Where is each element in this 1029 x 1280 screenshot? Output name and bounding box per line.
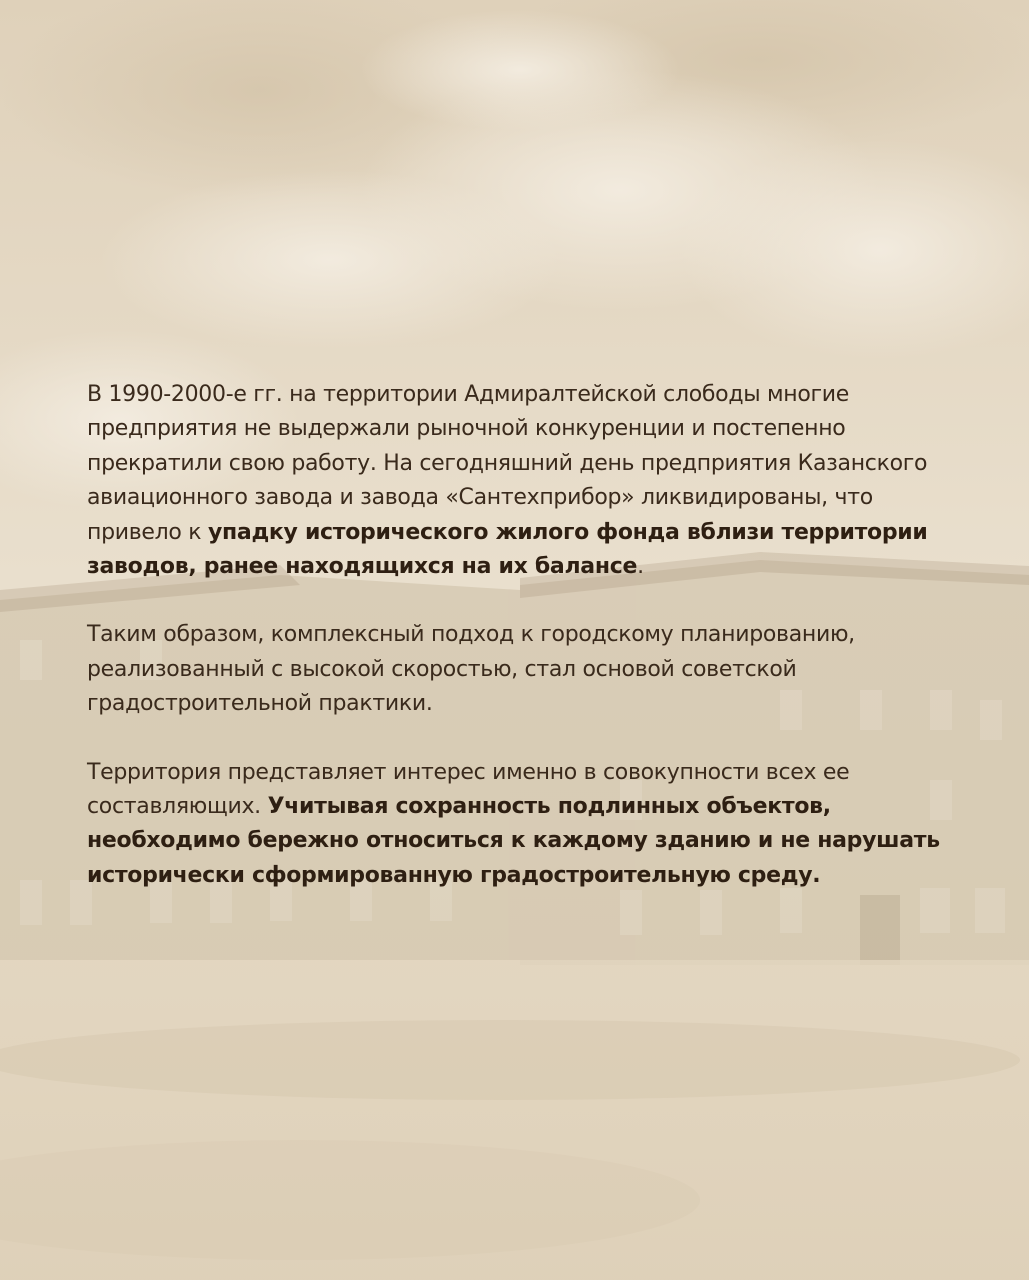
paragraph-1-bold: упадку исторического жилого фонда вблизи территории заводов, ранее находящихся на их балансе: [87, 519, 928, 580]
paragraph-3: [87, 756, 967, 894]
paragraph-1-text: В 1990-2000-е гг. на территории Адмиралтейской слободы многие предприятия не выдержали рыночной конкуренции и постепенно прекратили свою работу. На сегодняшний день предприятия Казанского авиационного завода и завода «Сантехприбор» ликвидированы, что привело к: [87, 382, 928, 545]
paragraph-1: [87, 378, 967, 584]
paragraph-3-bold: Учитывая сохранность подлинных объектов, необходимо бережно относиться к каждому зданию и не нарушать исторически сформированную градостроительную среду.: [87, 794, 940, 888]
paragraph-2-text: Таким образом, комплексный подход к городскому планированию, реализованный с высокой скоростью, стал основой советской градостроительной практики.: [87, 622, 855, 717]
paragraph-2: [87, 618, 967, 721]
article-text: [87, 378, 967, 927]
paragraph-1-end: .: [637, 554, 644, 580]
paragraph-3-text: Территория представляет интерес именно в совокупности всех ее составляющих.: [87, 759, 850, 820]
